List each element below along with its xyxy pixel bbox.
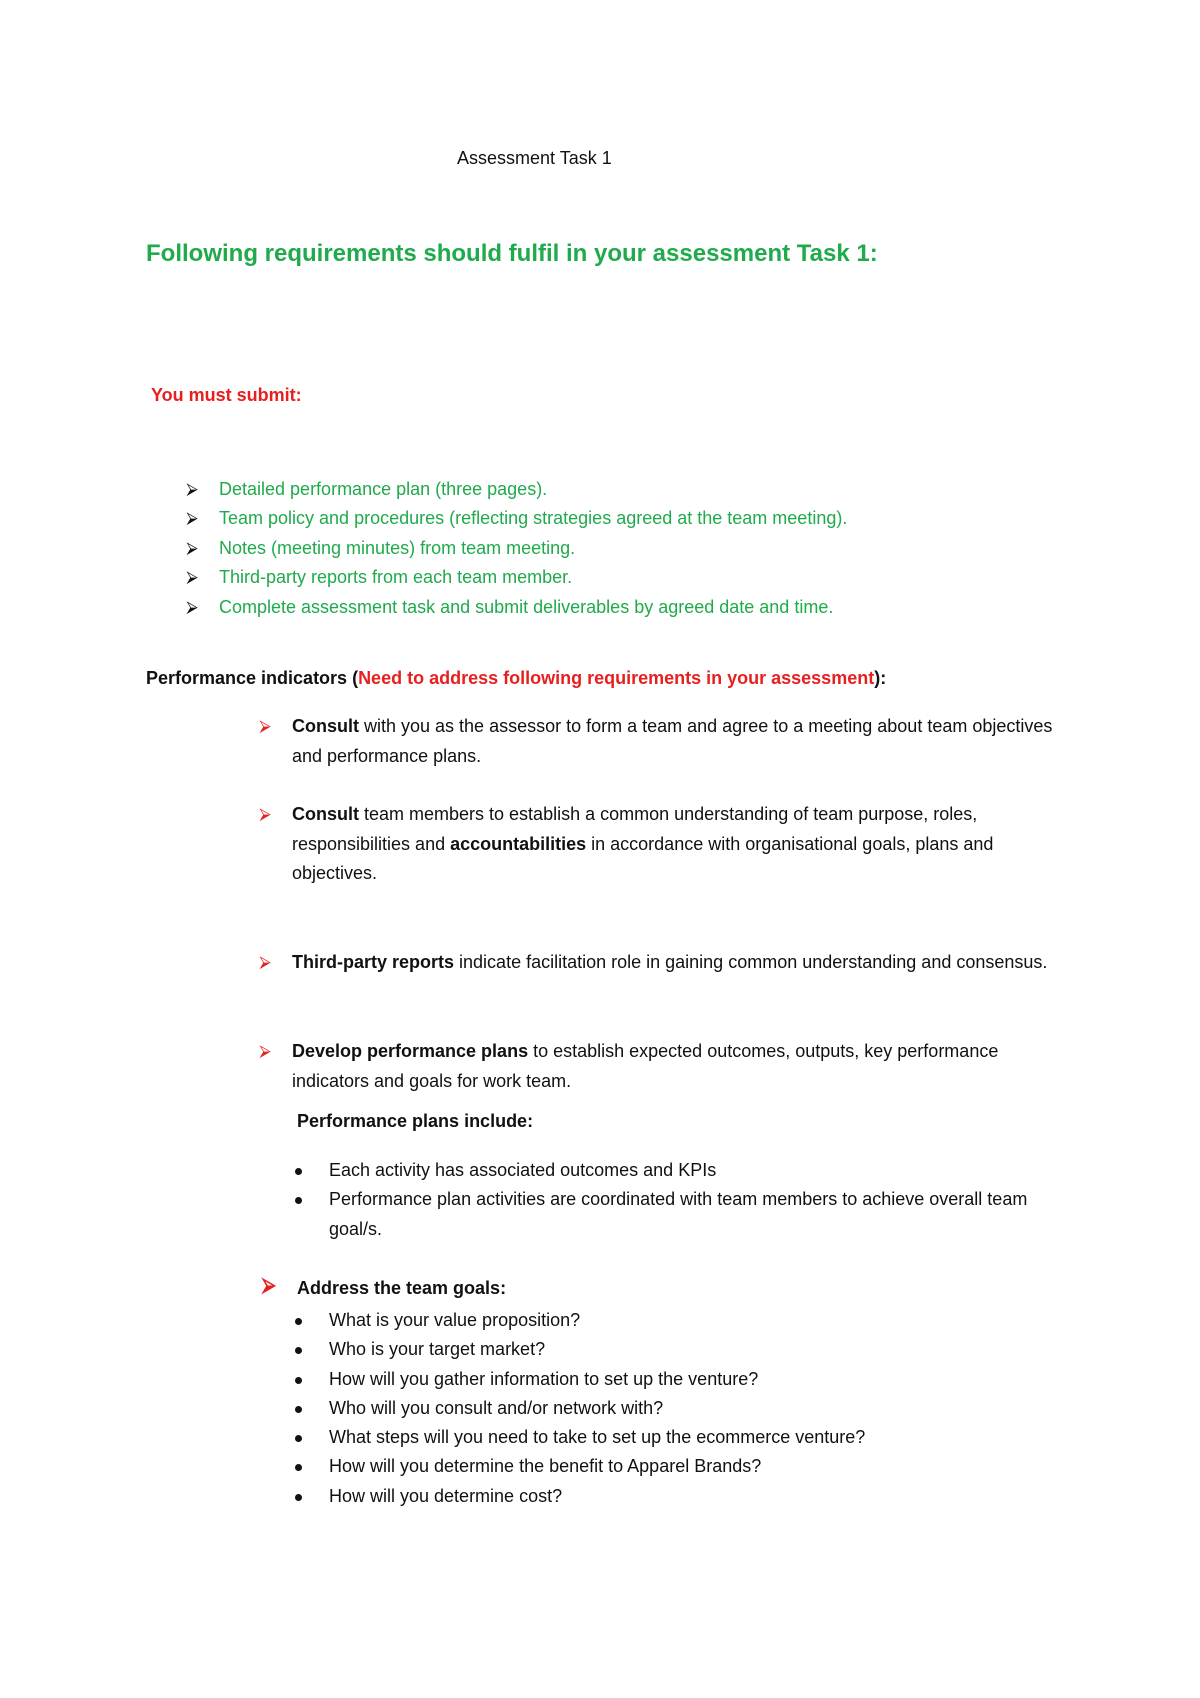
goals-list — [291, 1306, 1049, 1511]
arrowhead-icon: ⮚ — [186, 510, 198, 528]
arrowhead-icon: ⮚ — [186, 539, 198, 557]
dot-bullet-icon — [295, 1377, 302, 1384]
must-submit-label: You must submit: — [151, 385, 302, 405]
list-item: What steps will you need to take to set up the ecommerce venture? — [291, 1423, 1049, 1452]
list-item: ⮚ Complete assessment task and submit deliverables by agreed date and time. — [183, 593, 847, 622]
performance-indicators-heading: Performance indicators (Need to address following requirements in your assessment): — [146, 668, 887, 688]
list-item: ⮚ Detailed performance plan (three pages). — [183, 475, 847, 504]
submit-list — [183, 475, 847, 622]
list-item: How will you determine the benefit to Apparel Brands? — [291, 1452, 1049, 1481]
requirements-heading: Following requirements should fulfil in your assessment Task 1: — [146, 240, 878, 267]
dot-bullet-icon — [295, 1494, 302, 1501]
red-arrowhead-icon: ⮚ — [262, 1275, 276, 1296]
dot-bullet-icon — [295, 1464, 302, 1471]
arrowhead-icon: ⮚ — [186, 481, 198, 498]
red-arrowhead-icon: ⮚ — [259, 718, 271, 735]
list-item: ⮚ Third-party reports from each team member. — [183, 563, 847, 592]
red-arrowhead-icon: ⮚ — [259, 1043, 271, 1060]
dot-bullet-icon — [295, 1347, 302, 1354]
indicator-consult-team: ⮚ Consult team members to establish a common understanding of team purpose, roles, responsibilities and accountabilities in accordance with organisational goals, plans and objectives. — [292, 800, 1072, 889]
list-item: ⮚ Notes (meeting minutes) from team meeting. — [183, 534, 847, 563]
red-arrowhead-icon: ⮚ — [259, 954, 271, 971]
indicator-develop-plans: ⮚ Develop performance plans to establish expected outcomes, outputs, key performance indicators and goals for work team. — [292, 1037, 1072, 1096]
indicator-consult-assessor: ⮚ Consult with you as the assessor to form a team and agree to a meeting about team objectives and performance plans. — [292, 712, 1072, 771]
dot-bullet-icon — [295, 1435, 302, 1442]
list-item: Who will you consult and/or network with? — [291, 1394, 1049, 1423]
red-arrowhead-icon: ⮚ — [259, 806, 271, 823]
document-title: Assessment Task 1 — [457, 148, 612, 168]
dot-bullet-icon — [295, 1406, 302, 1413]
arrowhead-icon: ⮚ — [186, 598, 198, 616]
list-item: ⮚ Team policy and procedures (reflecting strategies agreed at the team meeting). — [183, 504, 847, 533]
goals-heading: ⮚ Address the team goals: — [262, 1275, 507, 1298]
arrowhead-icon: ⮚ — [186, 569, 198, 587]
dot-bullet-icon — [295, 1318, 302, 1325]
dot-bullet-icon — [295, 1197, 302, 1204]
dot-bullet-icon — [295, 1168, 302, 1175]
list-item: Performance plan activities are coordinated with team members to achieve overall team goal/s. — [291, 1185, 1049, 1244]
list-item: How will you determine cost? — [291, 1482, 1049, 1511]
list-item: How will you gather information to set up the venture? — [291, 1365, 1049, 1394]
indicator-third-party: ⮚ Third-party reports indicate facilitation role in gaining common understanding and consensus. — [292, 948, 1072, 978]
plans-list — [291, 1156, 1049, 1244]
plans-heading: Performance plans include: — [297, 1111, 534, 1131]
list-item: Each activity has associated outcomes and KPIs — [291, 1156, 1049, 1185]
list-item: What is your value proposition? — [291, 1306, 1049, 1335]
list-item: Who is your target market? — [291, 1335, 1049, 1364]
